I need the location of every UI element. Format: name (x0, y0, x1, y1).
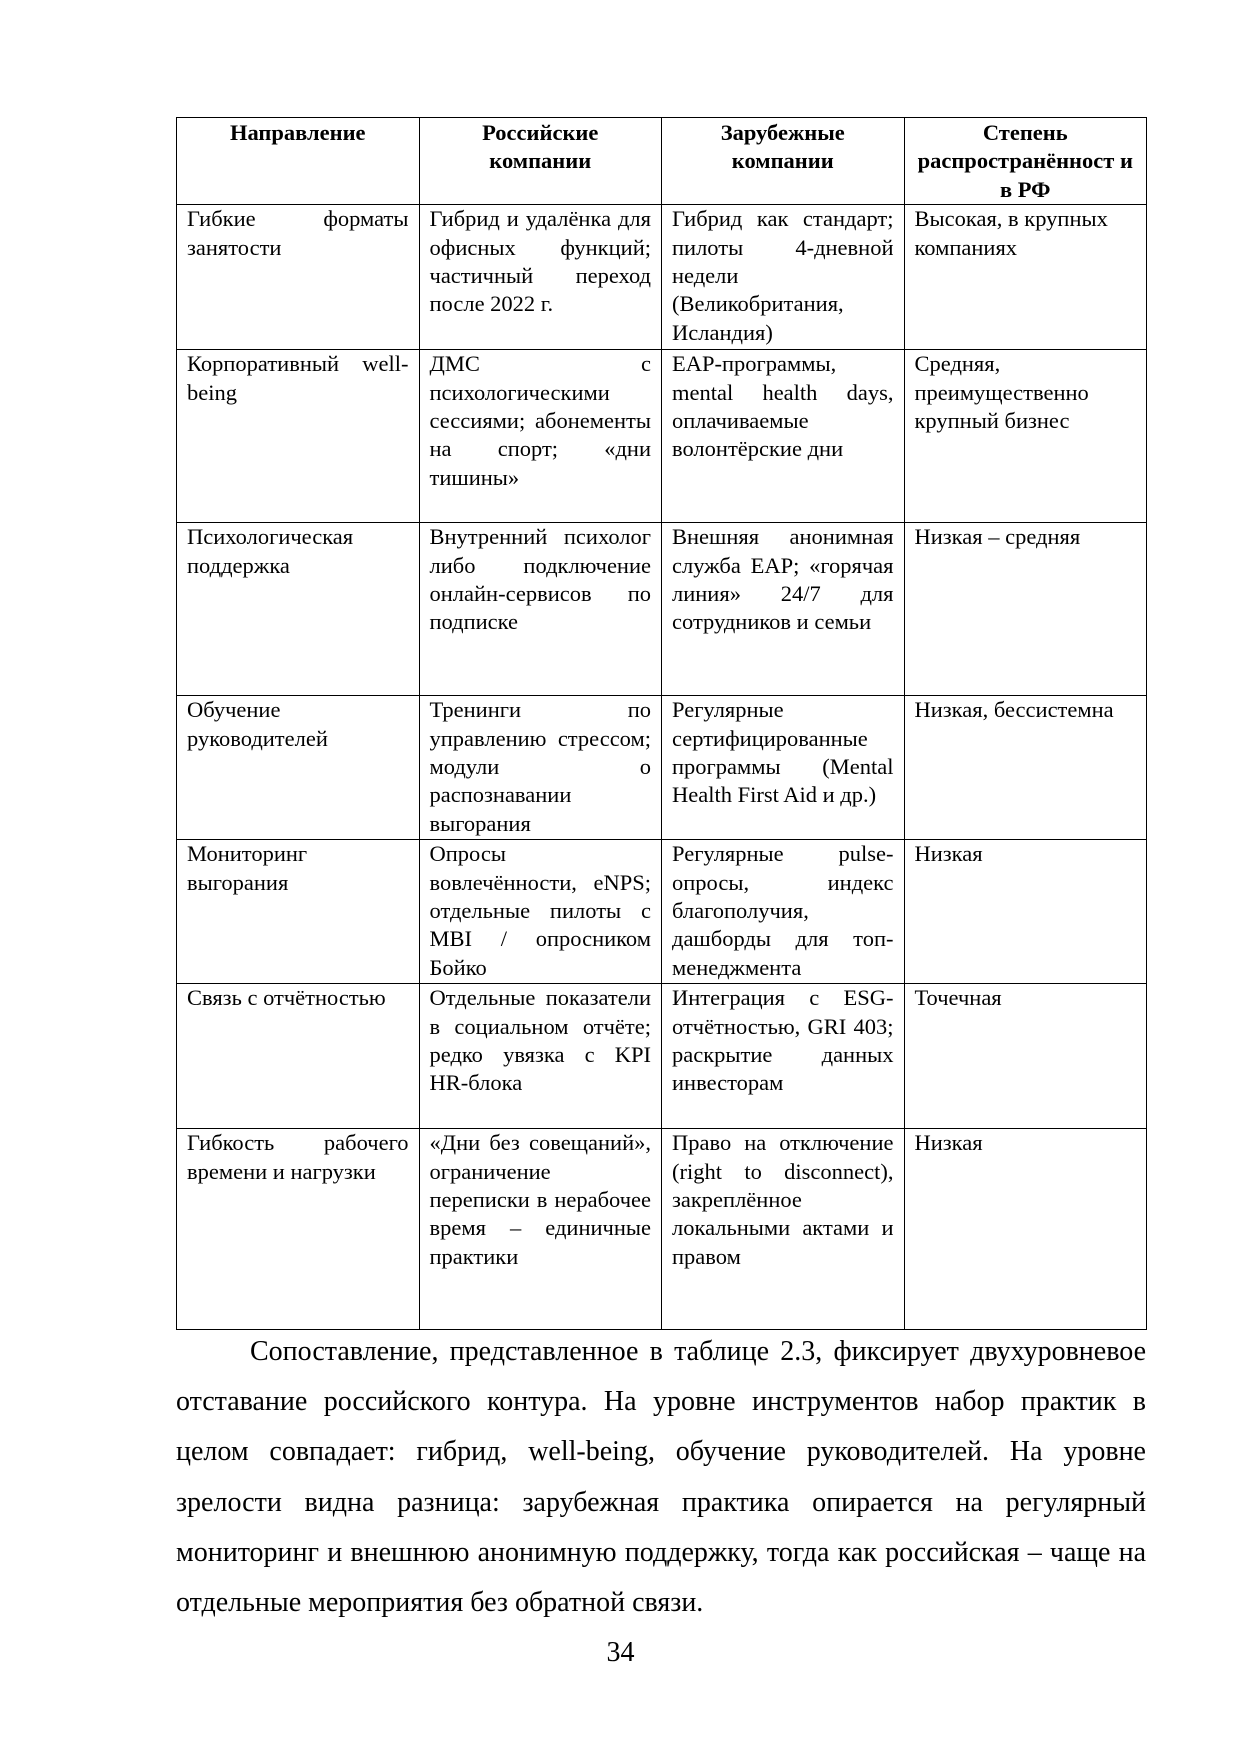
page-number: 34 (606, 1637, 635, 1668)
cell-russian-companies: Тренинги по управлению стрессом; модули о распознавании выгорания (419, 696, 662, 840)
cell-russian-companies: Гибрид и удалёнка для офисных функций; частичный переход после 2022 г. (419, 205, 662, 350)
cell-foreign-companies: Гибрид как стандарт; пилоты 4-дневной недели (Великобритания, Исландия) (662, 205, 905, 350)
table-row (177, 696, 1147, 840)
comparison-table-container (176, 117, 1146, 1330)
cell-prevalence: Низкая, бессистемна (904, 696, 1147, 840)
cell-foreign-companies: Внешняя анонимная служба EAP; «горячая линия» 24/7 для сотрудников и семьи (662, 523, 905, 696)
body-paragraph: Сопоставление, представленное в таблице 2.3, фиксирует двухуровневое отставание российского контура. На уровне инструментов набор практик в целом совпадает: гибрид, well-being, обучение руководителей. На уровне зрелости видна разница: зарубежная практика опирается на регулярный мониторинг и внешнюю анонимную поддержку, тогда как российская – чаще на отдельные мероприятия без обратной связи. (176, 1336, 1146, 1619)
cell-direction: Связь с отчётностью (177, 984, 420, 1129)
table-row (177, 1129, 1147, 1330)
cell-prevalence: Низкая (904, 1129, 1147, 1330)
cell-russian-companies: Внутренний психолог либо подключение онлайн-сервисов по подписке (419, 523, 662, 696)
cell-prevalence: Точечная (904, 984, 1147, 1129)
cell-prevalence: Средняя, преимущественно крупный бизнес (904, 350, 1147, 523)
table-row (177, 205, 1147, 350)
cell-foreign-companies: Регулярные pulse-опросы, индекс благополучия, дашборды для топ-менеджмента (662, 840, 905, 984)
cell-direction: Корпоративный well-being (177, 350, 420, 523)
cell-prevalence: Низкая – средняя (904, 523, 1147, 696)
cell-direction: Мониторинг выгорания (177, 840, 420, 984)
header-direction: Направление (177, 118, 420, 205)
cell-russian-companies: Опросы вовлечённости, eNPS; отдельные пилоты с MBI / опросником Бойко (419, 840, 662, 984)
table-row (177, 350, 1147, 523)
cell-foreign-companies: Регулярные сертифицированные программы (Mental Health First Aid и др.) (662, 696, 905, 840)
header-russian-companies: Российские компании (419, 118, 662, 205)
cell-russian-companies: ДМС с психологическими сессиями; абонементы на спорт; «дни тишины» (419, 350, 662, 523)
table-row (177, 840, 1147, 984)
header-prevalence-in-rf: Степень распространённост и в РФ (904, 118, 1147, 205)
cell-prevalence: Низкая (904, 840, 1147, 984)
cell-direction: Гибкие форматы занятости (177, 205, 420, 350)
cell-direction: Обучение руководителей (177, 696, 420, 840)
cell-prevalence: Высокая, в крупных компаниях (904, 205, 1147, 350)
table-row (177, 523, 1147, 696)
cell-russian-companies: «Дни без совещаний», ограничение переписки в нерабочее время – единичные практики (419, 1129, 662, 1330)
table-header-row (177, 118, 1147, 205)
header-foreign-companies: Зарубежные компании (662, 118, 905, 205)
cell-foreign-companies: EAP-программы, mental health days, оплачиваемые волонтёрские дни (662, 350, 905, 523)
cell-foreign-companies: Право на отключение (right to disconnect), закреплённое локальными актами и правом (662, 1129, 905, 1330)
table-body (177, 205, 1147, 1330)
comparison-table (176, 117, 1147, 1330)
cell-foreign-companies: Интеграция с ESG-отчётностью, GRI 403; раскрытие данных инвесторам (662, 984, 905, 1129)
cell-direction: Психологическая поддержка (177, 523, 420, 696)
cell-russian-companies: Отдельные показатели в социальном отчёте; редко увязка с KPI HR-блока (419, 984, 662, 1129)
cell-direction: Гибкость рабочего времени и нагрузки (177, 1129, 420, 1330)
table-row (177, 984, 1147, 1129)
